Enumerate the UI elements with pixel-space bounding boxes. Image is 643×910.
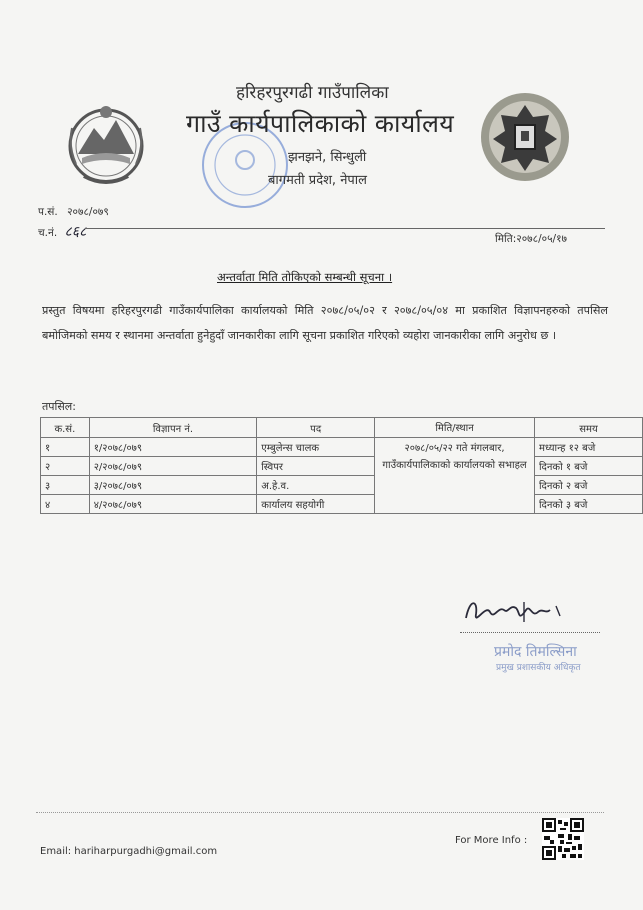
details-label: तपसिल: <box>42 400 76 413</box>
municipality-name: हरिहरपुरगढी गाउँपालिका <box>236 83 389 103</box>
cn-line <box>38 222 86 241</box>
header-divider <box>85 228 605 229</box>
body-paragraph: प्रस्तुत विषयमा हरिहरपुरगढी गाउँकार्यपालिका कार्यालयको मिति २०७८/०५/०२ र २०७८/०५/०४ मा प्रकाशित विज्ञापनहरुको तपसिल बमोजिमको समय र स्थानमा अन्तर्वाता हुनेहुदाँ जानकारीका लागि सूचना प्रकाशित गरिएको व्यहोरा जानकारीका लागि अनुरोध छ । <box>42 304 608 342</box>
row-post: अ.हे.व. <box>257 476 375 495</box>
table-row <box>41 476 643 495</box>
table-header-row <box>41 418 643 438</box>
row-serial: ३ <box>41 476 90 495</box>
ps-label: प.सं. <box>38 206 58 218</box>
table-row <box>41 495 643 514</box>
cn-value: ८६८ <box>64 224 87 240</box>
nepal-emblem-icon <box>64 98 148 190</box>
municipality-seal-icon <box>477 89 573 185</box>
row-time: दिनको १ बजे <box>534 457 642 476</box>
table-row <box>41 457 643 476</box>
notice-date: मिति:२०७८/०५/१७ <box>495 233 567 245</box>
row-post: कार्यालय सहयोगी <box>257 495 375 514</box>
row-post: स्विपर <box>257 457 375 476</box>
row-ad-number: १/२०७८/०७९ <box>89 438 256 457</box>
column-header: पद <box>257 418 375 438</box>
row-ad-number: २/२०७८/०७९ <box>89 457 256 476</box>
row-serial: २ <box>41 457 90 476</box>
interview-schedule-table <box>40 417 643 514</box>
address-line-2: बागमती प्रदेश, नेपाल <box>268 173 367 188</box>
row-time: दिनको २ बजे <box>534 476 642 495</box>
office-title: गाउँ कार्यपालिकाको कार्यालय <box>186 109 455 138</box>
footer-divider <box>36 812 604 813</box>
ps-value: २०७८/०७९ <box>67 206 109 218</box>
table-row <box>41 438 643 457</box>
column-header: समय <box>534 418 642 438</box>
subject-line: अन्तर्वाता मिति तोकिएको सम्बन्धी सूचना । <box>217 270 393 284</box>
row-ad-number: ४/२०७८/०७९ <box>89 495 256 514</box>
row-ad-number: ३/२०७८/०७९ <box>89 476 256 495</box>
qr-code-icon <box>542 818 584 860</box>
cn-label: च.नं. <box>38 227 58 239</box>
row-time: मध्यान्ह १२ बजे <box>534 438 642 457</box>
signatory-name: प्रमोद तिमल्सिना <box>494 644 577 660</box>
footer-email: Email: hariharpurgadhi@gmail.com <box>40 846 218 857</box>
row-date-place: २०७८/०५/२२ गते मंगलबार, गाउँकार्यपालिकाको कार्यालयको सभाहल <box>375 438 535 514</box>
ps-line <box>38 205 109 219</box>
row-post: एम्बुलेन्स चालक <box>257 438 375 457</box>
column-header: क.सं. <box>41 418 90 438</box>
signature-icon <box>460 592 580 632</box>
row-time: दिनको ३ बजे <box>534 495 642 514</box>
signatory-title: प्रमुख प्रशासकीय अधिकृत <box>496 663 581 673</box>
signature-line <box>460 632 600 633</box>
column-header: मिति/स्थान <box>375 418 535 438</box>
address-line-1: झनझने, सिन्धुली <box>288 150 367 165</box>
row-serial: १ <box>41 438 90 457</box>
footer-more-info: For More Info : <box>455 835 528 846</box>
column-header: विज्ञापन नं. <box>89 418 256 438</box>
row-serial: ४ <box>41 495 90 514</box>
